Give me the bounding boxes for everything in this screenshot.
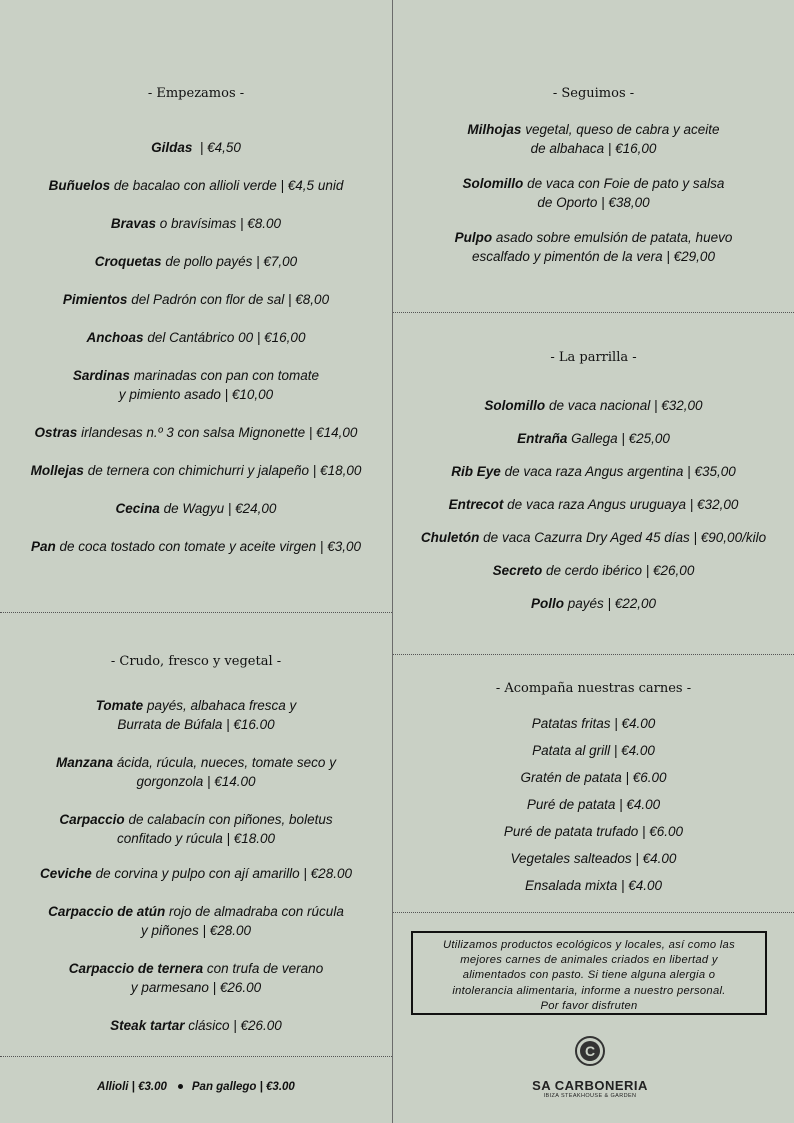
menu-item [0,537,392,556]
menu-item [393,495,794,514]
item-desc: payés | €22,00 [567,596,657,611]
logo-name: SA CARBONERIA [532,1078,648,1093]
item-name: Anchoas [86,330,144,345]
item-name: Pulpo [454,230,493,245]
item-name: Ostras [34,425,78,440]
item-name: Ceviche [40,866,92,881]
menu-item [393,120,794,158]
item-desc: de vaca raza Angus argentina | €35,00 [504,464,736,479]
menu-item [393,462,794,481]
side-item: Patatas fritas | €4.00 [531,716,656,731]
item-desc: de vaca con Foie de pato y salsa [527,176,725,191]
menu-item [0,1016,392,1035]
item-name: Milhojas [467,122,522,137]
item-desc: Gallega | €25,00 [571,431,670,446]
item-desc: de coca tostado con tomate y aceite virgen | €3,00 [59,539,361,554]
menu-item [393,561,794,580]
item-desc: del Cantábrico 00 | €16,00 [147,330,306,345]
item-name: Cecina [115,501,160,516]
item-desc: con trufa de verano [206,961,324,976]
footer-item: Allioli | €3.00 [97,1081,167,1093]
notice-line: intolerancia alimentaria, informe a nuestro personal. [452,984,726,997]
menu-item [0,328,392,347]
item-desc: | €4,50 [199,140,241,155]
menu-item [0,423,392,442]
section-title-crudo: - Crudo, fresco y vegetal - [110,654,282,669]
item-desc-line2: y parmesano | €26.00 [130,980,262,995]
menu-item [393,528,794,547]
menu-item [0,214,392,233]
menu-item [0,138,392,157]
menu-item [0,176,392,195]
side-item: Puré de patata | €4.00 [526,797,661,812]
item-desc: de vaca Cazurra Dry Aged 45 días | €90,00/kilo [483,530,767,545]
allergy-notice [411,931,767,1015]
item-desc-line2: y pimiento asado | €10,00 [118,387,274,402]
item-name: Chuletón [420,530,480,545]
item-desc: marinadas con pan con tomate [133,368,320,383]
item-desc: de cerdo ibérico | €26,00 [545,563,695,578]
item-desc-line2: y piñones | €28.00 [140,923,252,938]
menu-item [0,753,392,791]
notice-line: Utilizamos productos ecológicos y locales, así como las [443,939,735,951]
menu-item [0,959,392,997]
item-name: Entrecot [448,497,504,512]
divider-left-1 [0,612,392,613]
c-circle-logo-icon [575,1036,605,1066]
bullet-icon [178,1084,183,1089]
item-desc: o bravísimas | €8.00 [159,216,282,231]
divider-right-2 [393,654,794,655]
menu-item [393,396,794,415]
menu-item [0,252,392,271]
section-title-parrilla: - La parrilla - [550,350,637,365]
menu-item [393,429,794,448]
menu-item [0,499,392,518]
item-desc: de ternera con chimichurri y jalapeño | €18,00 [87,463,362,478]
side-item: Ensalada mixta | €4.00 [524,878,663,893]
divider-left-2 [0,1056,392,1057]
item-name: Tomate [95,698,144,713]
logo-tagline: IBIZA STEAKHOUSE & GARDEN [543,1093,637,1099]
menu-item [0,902,392,940]
section-title-empezamos: - Empezamos - [147,86,245,101]
item-name: Bravas [110,216,156,231]
logo-letter: C [580,1041,600,1061]
item-desc: rojo de almadraba con rúcula [168,904,344,919]
side-item: Vegetales salteados | €4.00 [510,851,677,866]
menu-item [0,864,392,883]
item-desc: de vaca raza Angus uruguaya | €32,00 [507,497,739,512]
item-desc-line2: escalfado y pimentón de la vera | €29,00 [472,249,715,264]
item-name: Pollo [530,596,564,611]
item-name: Solomillo [462,176,524,191]
side-item: Gratén de patata | €6.00 [520,770,667,785]
item-desc: de calabacín con piñones, boletus [128,812,333,827]
menu-item [393,174,794,212]
item-desc-line2: Burrata de Búfala | €16.00 [117,717,275,732]
item-desc-line2: confitado y rúcula | €18.00 [116,831,276,846]
item-desc: de pollo payés | €7,00 [165,254,298,269]
item-desc: payés, albahaca fresca y [146,698,297,713]
menu-item [0,461,392,480]
item-name: Solomillo [484,398,546,413]
item-name: Entraña [517,431,568,446]
footer-extras [0,1081,392,1093]
menu-item [393,594,794,613]
item-name: Sardinas [72,368,130,383]
item-desc: ácida, rúcula, nueces, tomate seco y [116,755,336,770]
menu-item [0,366,392,404]
item-desc: de vaca nacional | €32,00 [548,398,703,413]
item-name: Pimientos [62,292,128,307]
item-desc: clásico | €26.00 [188,1018,282,1033]
logo [490,1036,690,1099]
section-title-seguimos: - Seguimos - [552,86,635,101]
menu-item [0,810,392,848]
item-name: Carpaccio de atún [48,904,166,919]
item-name: Rib Eye [451,464,501,479]
item-name: Carpaccio [59,812,125,827]
item-desc: de corvina y pulpo con ají amarillo | €28.00 [95,866,352,881]
side-item: Patata al grill | €4.00 [532,743,655,758]
item-name: Carpaccio de ternera [68,961,204,976]
notice-line: alimentados con pasto. Si tiene alguna alergia o [462,969,716,982]
item-desc-line2: de albahaca | €16,00 [530,141,657,156]
item-desc: de Wagyu | €24,00 [163,501,277,516]
side-item: Puré de patata trufado | €6.00 [503,824,684,839]
item-name: Pan [31,539,56,554]
divider-right-3 [393,912,794,913]
item-desc: irlandesas n.º 3 con salsa Mignonette | €14,00 [81,425,358,440]
item-desc: asado sobre emulsión de patata, huevo [495,230,733,245]
item-name: Croquetas [94,254,162,269]
menu-item [393,228,794,266]
item-name: Secreto [492,563,543,578]
notice-line: mejores carnes de animales criados en libertad y [460,954,718,967]
item-desc-line2: de Oporto | €38,00 [537,195,650,210]
item-name: Manzana [56,755,114,770]
item-desc: de bacalao con allioli verde | €4,5 unid [113,178,344,193]
menu-item [0,696,392,734]
divider-right-1 [393,312,794,313]
menu-item [0,290,392,309]
item-desc-line2: gorgonzola | €14.00 [136,774,256,789]
item-name: Mollejas [30,463,84,478]
notice-line: Por favor disfruten [540,999,638,1012]
item-desc: del Padrón con flor de sal | €8,00 [131,292,330,307]
section-title-acompana: - Acompaña nuestras carnes - [495,681,692,696]
item-name: Steak tartar [110,1018,185,1033]
item-desc: vegetal, queso de cabra y aceite [525,122,720,137]
footer-item: Pan gallego | €3.00 [191,1081,295,1093]
item-name: Gildas [151,140,193,155]
item-name: Buñuelos [48,178,111,193]
